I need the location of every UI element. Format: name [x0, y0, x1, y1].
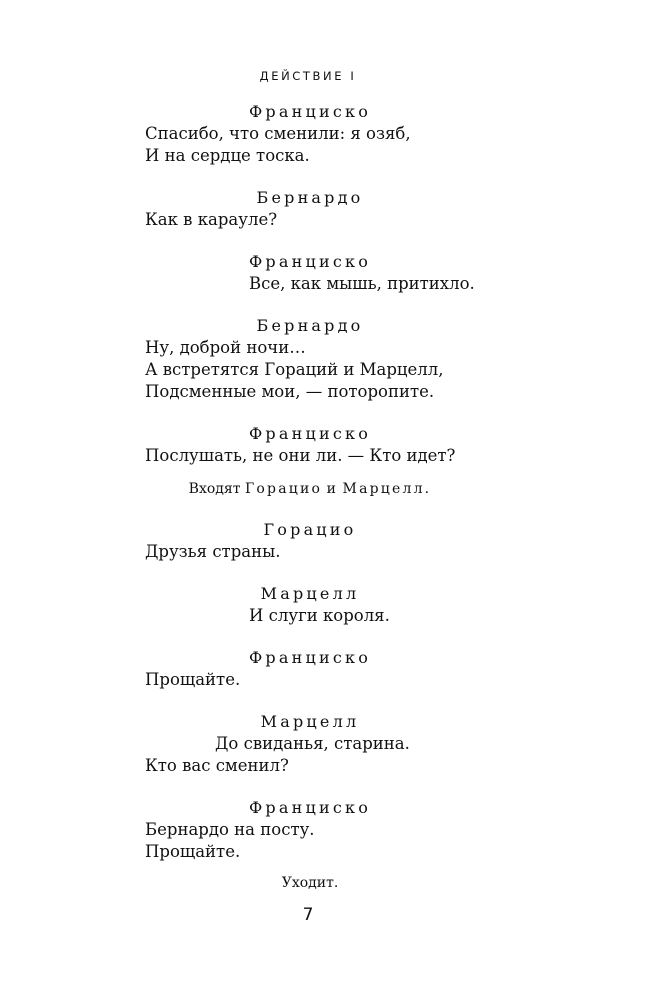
verse-line: Подсменные мои, — поторопите.: [145, 382, 435, 401]
dialogue-block: [145, 251, 475, 295]
dialogue-block: [145, 519, 475, 563]
speech: [145, 733, 475, 777]
speaker-name: Франциско: [248, 798, 372, 817]
verse-line: Друзья страны.: [145, 542, 281, 561]
dialogue-block: [145, 583, 475, 627]
speech: [145, 273, 475, 295]
verse-line: И слуги короля.: [249, 606, 390, 625]
stage-conjunction: и: [326, 481, 339, 497]
speaker-name: Франциско: [248, 252, 372, 271]
speech: [145, 669, 475, 691]
dialogue-block: [145, 647, 475, 691]
stage-verb: Входят: [188, 481, 241, 497]
stage-character: Горацио: [244, 481, 323, 497]
verse-line: И на сердце тоска.: [145, 146, 310, 165]
speaker-name: Франциско: [248, 424, 372, 443]
speech: [145, 605, 475, 627]
speaker-name: Франциско: [248, 102, 372, 121]
play-text: [145, 101, 475, 893]
stage-direction-exit: Уходит.: [281, 875, 339, 891]
dialogue-block: [145, 797, 475, 863]
dialogue-block: [145, 101, 475, 167]
speech: [145, 445, 475, 467]
speech: [145, 209, 475, 231]
dialogue-block: [145, 187, 475, 231]
speaker-name: Горацио: [263, 520, 357, 539]
stage-direction-enter: [145, 479, 475, 499]
dialogue-block: [145, 711, 475, 777]
speaker-name: Бернардо: [256, 188, 364, 207]
speaker-name: Марцелл: [260, 584, 360, 603]
dialogue-block: [145, 423, 475, 467]
speaker-name: Бернардо: [256, 316, 364, 335]
speech: [145, 123, 475, 167]
verse-line: Кто вас сменил?: [145, 756, 289, 775]
verse-line: Прощайте.: [145, 842, 241, 861]
verse-line: Прощайте.: [145, 670, 241, 689]
verse-line: Ну, доброй ночи…: [145, 338, 306, 357]
verse-line: До свиданья, старина.: [215, 734, 410, 753]
stage-character: Марцелл.: [342, 481, 432, 497]
verse-line: Послушать, не они ли. — Кто идет?: [145, 446, 456, 465]
dialogue-block: [145, 315, 475, 403]
speech: [145, 819, 475, 863]
verse-line: Все, как мышь, притихло.: [249, 274, 475, 293]
verse-line: А встретятся Гораций и Марцелл,: [145, 360, 444, 379]
verse-line: Спасибо, что сменили: я озяб,: [145, 124, 411, 143]
verse-line: Как в карауле?: [145, 210, 278, 229]
running-header: ДЕЙСТВИЕ I: [259, 69, 357, 83]
page-number: 7: [302, 905, 314, 925]
speaker-name: Франциско: [248, 648, 372, 667]
speech: [145, 541, 475, 563]
speaker-name: Марцелл: [260, 712, 360, 731]
verse-line: Бернардо на посту.: [145, 820, 315, 839]
speech: [145, 337, 475, 403]
